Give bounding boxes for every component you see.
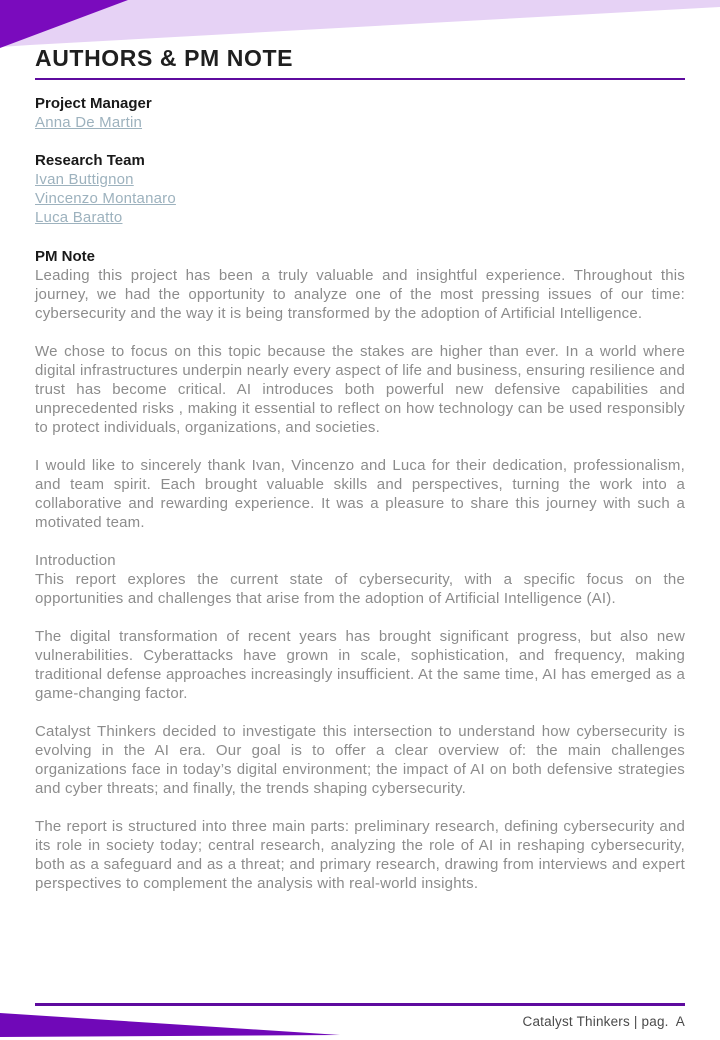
project-manager-heading: Project Manager [35, 95, 152, 112]
footer-divider-rule [35, 1003, 685, 1006]
pm-note-paragraph: Catalyst Thinkers decided to investigate this intersection to understand how cybersecurity is evolving in the AI era. Our goal is to offer a clear overview of: the main challenges organizations face in today’s digital environment; the impact of AI on both defensive strategies and cyber threats; and finally, the trends shaping cybersecurity. [35, 723, 685, 797]
pm-note-paragraph: The report is structured into three main parts: preliminary research, defining cybersecurity and its role in society today; central research, analyzing the role of AI in reshaping cybersecurity, both as a safeguard and as a threat; and primary research, drawing from interviews and expert perspectives to complement the analysis with real-world insights. [35, 818, 685, 892]
introduction-text: This report explores the current state of cybersecurity, with a specific focus on the opportunities and challenges that arise from the adoption of Artificial Intelligence (AI). [35, 571, 685, 607]
page-title: AUTHORS & PM NOTE [35, 45, 685, 80]
author-link-vincenzo-montanaro[interactable]: Vincenzo Montanaro [35, 190, 176, 207]
pm-note-body [35, 266, 685, 893]
project-manager-list [35, 113, 685, 132]
pm-note-paragraph: We chose to focus on this topic because the stakes are higher than ever. In a world where digital infrastructures underpin nearly every aspect of life and business, ensuring resilience and trust has become critical. AI introduces both powerful new defensive capabilities and unprecedented risks , making it essential to reflect on how technology can be used responsibly to protect individuals, organizations, and societies. [35, 343, 685, 436]
pm-note-paragraph: Leading this project has been a truly valuable and insightful experience. Throughout this journey, we had the opportunity to analyze one of the most pressing issues of our time: cybersecurity and the way it is being transformed by the adoption of Artificial Intelligence. [35, 267, 685, 322]
pm-note-paragraph: The digital transformation of recent years has brought significant progress, but also new vulnerabilities. Cyberattacks have grown in scale, sophistication, and frequency, making traditional defense approaches increasingly insufficient. At the same time, AI has emerged as a game-changing factor. [35, 628, 685, 702]
footer-page-label: Catalyst Thinkers | pag. A [522, 1014, 685, 1029]
introduction-paragraph [35, 551, 685, 608]
introduction-label: Introduction [35, 552, 116, 569]
footer-corner-graphic [0, 1010, 360, 1040]
pm-note-paragraph: I would like to sincerely thank Ivan, Vincenzo and Luca for their dedication, professionalism, and team spirit. Each brought valuable skills and perspectives, turning the work into a collaborative and rewarding experience. It was a pleasure to share this journey with such a motivated team. [35, 457, 685, 531]
research-team-list [35, 170, 685, 227]
page-content [35, 0, 685, 912]
author-link-ivan-buttignon[interactable]: Ivan Buttignon [35, 171, 134, 188]
research-team-heading: Research Team [35, 152, 145, 169]
author-link-luca-baratto[interactable]: Luca Baratto [35, 209, 123, 226]
footer-purple-wedge [0, 1013, 340, 1037]
pm-note-heading: PM Note [35, 248, 95, 265]
author-link-anna-de-martin[interactable]: Anna De Martin [35, 114, 143, 131]
